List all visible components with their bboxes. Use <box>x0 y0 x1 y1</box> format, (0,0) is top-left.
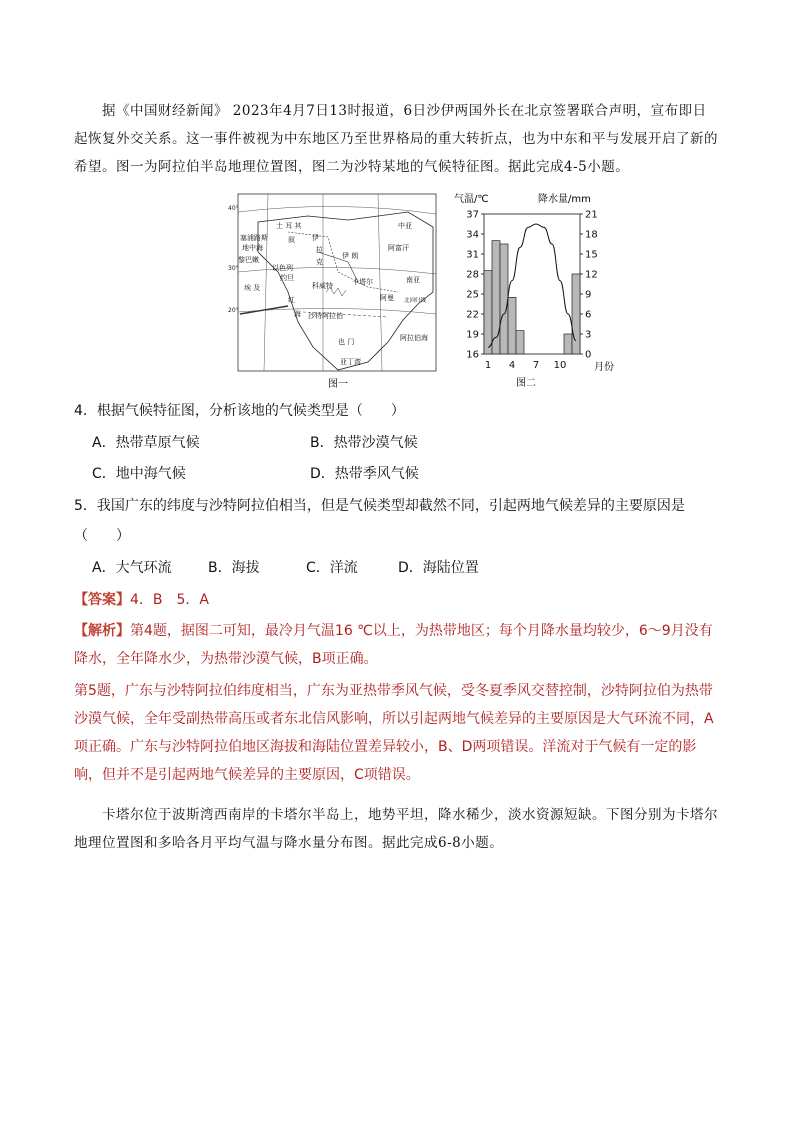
intro2-paragraph: 卡塔尔位于波斯湾西南岸的卡塔尔半岛上，地势平坦，降水稀少，淡水资源短缺。下图分别为卡塔尔地理位置图和多哈各月平均气温与降水量分布图。据此完成6-8小题。 <box>74 807 718 851</box>
precip-axis-title: 降水量/mm <box>538 194 591 205</box>
precip-bar <box>484 271 492 354</box>
map-label-iraq-2: 克 <box>316 258 323 266</box>
analysis-tag: 【解析】 <box>74 623 130 639</box>
q5-option-d[interactable]: D．海陆位置 <box>398 560 479 576</box>
q5-paren: （ ） <box>74 528 130 544</box>
q4-option-a[interactable]: A．热带草原气候 <box>92 435 200 451</box>
precip-bar <box>508 297 516 354</box>
analysis-q5: 第5题，广东与沙特阿拉伯纬度相当，广东为亚热带季风气候，受冬夏季风交替控制，沙特阿拉伯为热带沙漠气候，全年受副热带高压或者东北信风影响，所以引起两地气候差异的主要原因是大气环流不同，A项正确。广东与沙特阿拉伯地区海拔和海陆位置差异较小，B、D两项错误。洋流对于气候有一定的影响，但并不是引起两地气候差异的主要原因，C项错误。 <box>74 683 714 783</box>
month-tick-label: 4 <box>508 360 516 371</box>
q5-option-b[interactable]: B．海拔 <box>208 560 260 576</box>
precip-tick-label: 0 <box>585 349 592 361</box>
month-tick-label: 7 <box>532 360 540 371</box>
map-label-tropic: 北回归线 <box>404 298 427 304</box>
temp-tick-label: 22 <box>466 309 479 321</box>
map-label-egypt: 埃 及 <box>244 284 261 292</box>
analysis-q4 <box>74 617 720 673</box>
map-label-mediterranean: 地中海 <box>242 244 263 252</box>
answer-tag: 【答案】 <box>74 592 130 608</box>
map-label-cyprus: 塞浦路斯 <box>240 234 268 242</box>
chart-caption: 图二 <box>516 378 536 389</box>
map-label-qatar: 卡塔尔 <box>352 278 373 286</box>
arabian-peninsula-map <box>228 192 438 392</box>
precip-bar <box>516 331 524 354</box>
map-caption: 图一 <box>328 379 348 390</box>
x-unit-label: 月份 <box>594 362 614 373</box>
map-label-syria: 叙 <box>288 236 295 244</box>
climate-chart <box>450 190 620 390</box>
temp-tick-label: 25 <box>466 289 479 301</box>
precip-bar <box>564 334 572 354</box>
precip-bar <box>500 244 508 354</box>
map-label-afghanistan: 阿富汗 <box>388 244 409 252</box>
temp-tick-label: 28 <box>466 269 479 281</box>
temp-tick-label: 34 <box>466 229 479 241</box>
precip-tick-label: 3 <box>585 329 592 341</box>
map-label-arabian-sea: 阿拉伯海 <box>400 334 428 342</box>
precip-tick-label: 9 <box>585 289 592 301</box>
temp-axis-title: 气温/℃ <box>454 194 489 205</box>
q4-stem: 4．根据气候特征图，分析该地的气候类型是（ ） <box>74 403 405 419</box>
temp-tick-label: 16 <box>466 349 479 361</box>
analysis-q4-text: 第4题，据图二可知，最冷月气温16 ℃以上，为热带地区；每个月降水量均较少，6～9月没有降水，全年降水少，为热带沙漠气候，B项正确。 <box>74 623 713 667</box>
answer-text: 4．B 5．A <box>130 592 209 608</box>
q4-option-d[interactable]: D．热带季风气候 <box>310 466 419 482</box>
map-label-saudi: 沙特阿拉伯 <box>308 312 343 320</box>
lat-30-label: 30° <box>228 265 239 272</box>
precip-tick-label: 12 <box>585 269 598 281</box>
map-label-oman: 阿曼 <box>380 294 394 302</box>
temp-tick-label: 19 <box>466 329 479 341</box>
map-label-iran-1: 伊 <box>312 234 319 242</box>
q5-option-c[interactable]: C．洋流 <box>306 560 358 576</box>
map-label-iraq-1: 拉 <box>316 246 323 254</box>
month-tick-label: 1 <box>484 360 492 371</box>
lat-20-label: 20° <box>228 307 239 314</box>
map-label-iran: 伊 朗 <box>342 252 359 260</box>
map-label-israel: 以色列 <box>272 264 293 272</box>
map-label-central-asia: 中亚 <box>398 222 412 230</box>
month-tick-label: 10 <box>553 360 567 371</box>
map-label-aden: 亚丁湾 <box>340 358 361 366</box>
precip-tick-label: 21 <box>585 209 598 221</box>
map-label-kuwait: 科威特 <box>312 282 333 290</box>
precip-tick-label: 18 <box>585 229 598 241</box>
q4-option-b[interactable]: B．热带沙漠气候 <box>310 435 418 451</box>
intro-paragraph: 据《中国财经新闻》 2023年4月7日13时报道，6日沙伊两国外长在北京签署联合声明，宣布即日起恢复外交关系。这一事件被视为中东地区乃至世界格局的重大转折点，也为中东和平与发展开启了新的希望。图一为阿拉伯半岛地理位置图，图二为沙特某地的气候特征图。据此完成4-5小题。 <box>74 103 718 175</box>
q5-stem: 5．我国广东的纬度与沙特阿拉伯相当，但是气候类型却截然不同，引起两地气候差异的主要原因是 <box>74 498 685 514</box>
map-label-jordan: 约旦 <box>280 274 294 282</box>
map-label-turkey: 土 耳 其 <box>276 222 302 230</box>
precip-tick-label: 6 <box>585 309 592 321</box>
map-label-red-2: 海 <box>294 310 301 318</box>
lat-40-label: 40° <box>228 205 239 212</box>
precip-bar <box>572 274 580 354</box>
map-label-red-1: 红 <box>288 296 295 304</box>
temp-tick-label: 37 <box>466 209 479 221</box>
temp-tick-label: 31 <box>466 249 479 261</box>
map-label-south-asia: 南亚 <box>406 276 420 284</box>
map-label-yemen: 也 门 <box>338 338 355 346</box>
precip-tick-label: 15 <box>585 249 598 261</box>
answer-line <box>74 586 720 614</box>
q5-option-a[interactable]: A．大气环流 <box>92 560 172 576</box>
q4-option-c[interactable]: C．地中海气候 <box>92 466 186 482</box>
map-label-lebanon: 黎巴嫩 <box>238 256 259 264</box>
